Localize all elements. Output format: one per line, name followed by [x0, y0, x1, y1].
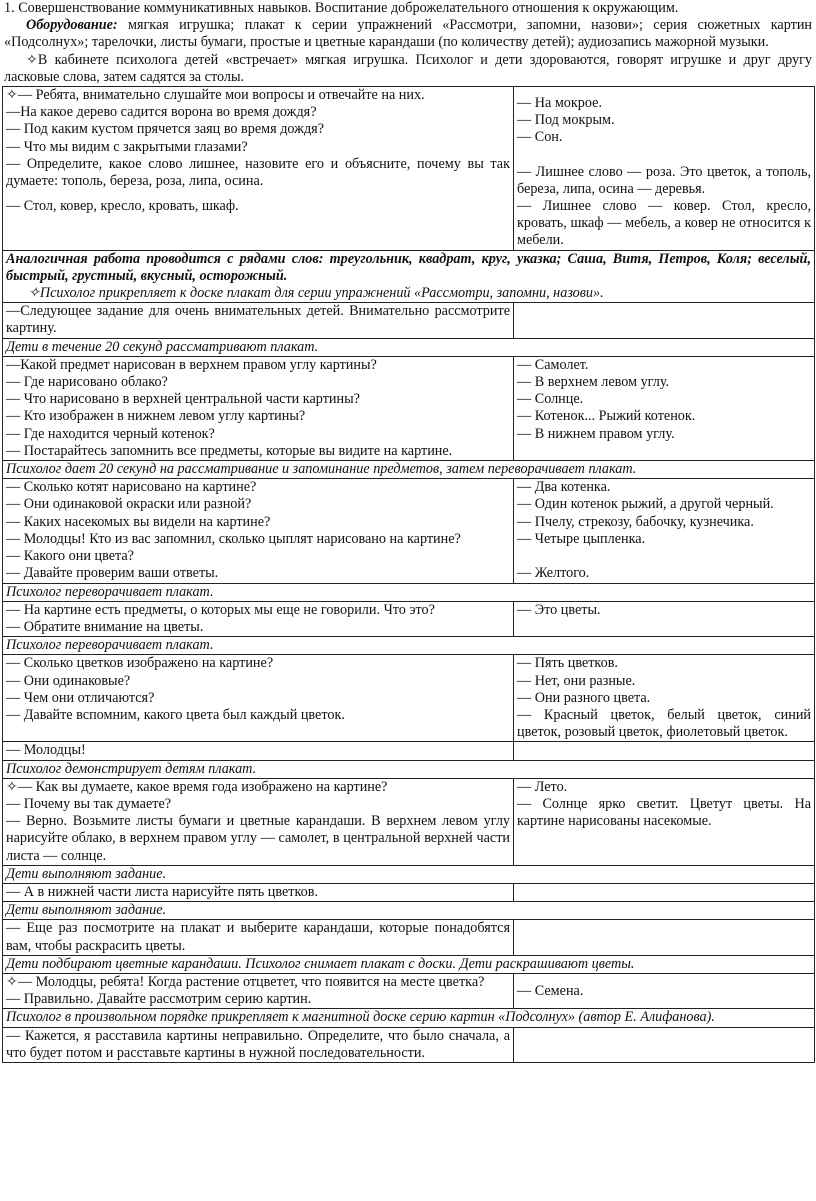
dialog-line: — Кто изображен в нижнем левом углу картины? [6, 408, 306, 425]
table-row [3, 338, 815, 356]
answer-cell [514, 883, 815, 901]
answer-cell [514, 920, 815, 955]
note-line: Аналогичная работа проводится с рядами слов: треугольник, квадрат, круг, указка; Саша, Витя, Петров, Коля; веселый, быстрый, грустный, вкусный, осторожный. [6, 250, 811, 284]
dialog-line: ✧— Молодцы, ребята! Когда растение отцветет, что появится на месте цветка? [6, 973, 485, 990]
answer-line: — В верхнем левом углу. [517, 374, 670, 391]
table-row [3, 461, 815, 479]
dialog-line: — Давайте проверим ваши ответы. [6, 565, 219, 582]
table-row [3, 955, 815, 973]
dialog-line: — Что нарисовано в верхней центральной части картины? [6, 391, 360, 408]
dialog-cell: — Кажется, я расставила картины неправильно. Определите, что было сначала, а что будет потом и расставьте картины в нужной последовательности. [3, 1027, 514, 1062]
dialog-line: — Они одинаковой окраски или разной? [6, 496, 252, 513]
dialog-line: — Давайте вспомним, какого цвета был каждый цветок. [6, 706, 345, 723]
note-cell: Психолог переворачивает плакат. [3, 583, 815, 601]
answer-line: — Нет, они разные. [517, 672, 636, 689]
answer-line: — На мокрое. [517, 95, 602, 112]
equipment-text: мягкая игрушка; плакат к серии упражнений «Рассмотри, запомни, назови»; серия сюжетных картин «Подсолнух»; тарелочки, листы бумаги, простые и цветные карандаши (по количеству детей); аудиозапись мажорной музыки. [4, 17, 812, 51]
answer-line: — Сон. [517, 129, 563, 146]
answer-cell [514, 778, 815, 865]
dialog-line: — Постарайтесь запомнить все предметы, которые вы видите на картине. [6, 442, 453, 459]
dialog-line: —Какой предмет нарисован в верхнем правом углу картины? [6, 356, 377, 373]
dialog-line: — На картине есть предметы, о которых мы еще не говорили. Что это? [6, 601, 435, 618]
dialog-cell: — Еще раз посмотрите на плакат и выберите карандаши, которые понадобятся вам, чтобы раскрасить цветы. [3, 920, 514, 955]
answer-cell [514, 1027, 815, 1062]
table-row [3, 637, 815, 655]
answer-cell [514, 303, 815, 338]
dialog-line: — Каких насекомых вы видели на картине? [6, 513, 271, 530]
note-cell: Психолог демонстрирует детям плакат. [3, 760, 815, 778]
table-row [3, 479, 815, 583]
answer-line: — Лето. [517, 778, 568, 795]
dialog-line: — Сколько цветков изображено на картине? [6, 655, 274, 672]
dialog-cell [3, 655, 514, 742]
answer-line: — Один котенок рыжий, а другой черный. [517, 496, 774, 513]
table-row [3, 902, 815, 920]
table-row [3, 760, 815, 778]
table-row [3, 742, 815, 760]
answer-line: — Красный цветок, белый цветок, синий цветок, розовый цветок, фиолетовый цветок. [517, 706, 811, 741]
dialog-line: — Что мы видим с закрытыми глазами? [6, 138, 248, 155]
dialog-line: — Под каким кустом прячется заяц во время дождя? [6, 121, 324, 138]
table-row [3, 250, 815, 303]
answer-cell [514, 479, 815, 583]
dialog-line: —На какое дерево садится ворона во время дождя? [6, 104, 317, 121]
dialog-line: — Они одинаковые? [6, 672, 131, 689]
table-row [3, 778, 815, 865]
dialog-cell [3, 479, 514, 583]
answer-line: — В нижнем правом углу. [517, 425, 675, 442]
note-cell: Дети подбирают цветные карандаши. Психолог снимает плакат с доски. Дети раскрашивают цветы. [3, 955, 815, 973]
table-row [3, 973, 815, 1008]
note-cell: Психолог дает 20 секунд на рассматривание и запоминание предметов, затем переворачивает плакат. [3, 461, 815, 479]
note-cell: Психолог переворачивает плакат. [3, 637, 815, 655]
dialog-cell: — Молодцы! [3, 742, 514, 760]
opening-paragraph: ✧В кабинете психолога детей «встречает» мягкая игрушка. Психолог и дети здороваются, говорят игрушке и друг другу ласковые слова, затем садятся за столы. [4, 51, 812, 85]
answer-line: — Котенок... Рыжий котенок. [517, 408, 696, 425]
dialog-line: — Верно. Возьмите листы бумаги и цветные карандаши. В верхнем левом углу нарисуйте облако, в верхнем правом углу — самолет, в центральной верхней части листа — солнце. [6, 813, 510, 864]
answer-line: — Желтого. [517, 565, 590, 582]
table-row [3, 883, 815, 901]
lesson-table [2, 86, 815, 1063]
answer-line: — Два котенка. [517, 479, 611, 496]
note-cell: Дети выполняют задание. [3, 865, 815, 883]
dialog-line: — Молодцы! Кто из вас запомнил, сколько цыплят нарисовано на картине? [6, 530, 461, 547]
table-row [3, 1027, 815, 1062]
dialog-line: — Сколько котят нарисовано на картине? [6, 479, 257, 496]
equipment-label: Оборудование: [26, 17, 118, 34]
answer-line: — Пять цветков. [517, 655, 618, 672]
answer-cell [514, 356, 815, 460]
table-row [3, 583, 815, 601]
dialog-cell: —Следующее задание для очень внимательных детей. Внимательно рассмотрите картину. [3, 303, 514, 338]
answer-line: — Пчелу, стрекозу, бабочку, кузнечика. [517, 513, 754, 530]
intro-title: 1. Совершенствование коммуникативных навыков. Воспитание доброжелательного отношения к окружающим. [4, 0, 679, 16]
intro-section [0, 0, 816, 86]
table-row [3, 920, 815, 955]
answer-line: — Солнце ярко светит. Цветут цветы. На картине нарисованы насекомые. [517, 795, 811, 830]
dialog-line: — Где нарисовано облако? [6, 374, 168, 391]
dialog-line: — Какого они цвета? [6, 548, 134, 565]
answer-cell [514, 87, 815, 251]
dialog-cell [3, 973, 514, 1008]
table-row [3, 601, 815, 636]
note-line: ✧Психолог прикрепляет к доске плакат для серии упражнений «Рассмотри, запомни, назови». [28, 285, 604, 302]
table-row [3, 655, 815, 742]
dialog-line: ✧— Как вы думаете, какое время года изображено на картине? [6, 778, 388, 795]
dialog-cell [3, 601, 514, 636]
answer-line: — Солнце. [517, 391, 584, 408]
dialog-line: — Чем они отличаются? [6, 689, 155, 706]
equipment-paragraph [4, 17, 812, 51]
note-cell [3, 250, 815, 303]
answer-line: — Лишнее слово — роза. Это цветок, а тополь, береза, липа, осина — деревья. [517, 163, 811, 197]
answer-line: — Лишнее слово — ковер. Стол, кресло, кровать, шкаф — мебель, а ковер не относится к мебели. [517, 198, 811, 249]
dialog-line: — Стол, ковер, кресло, кровать, шкаф. [6, 198, 239, 215]
table-row [3, 356, 815, 460]
answer-cell: — Это цветы. [514, 601, 815, 636]
dialog-line: — Где находится черный котенок? [6, 425, 215, 442]
dialog-line: — Правильно. Давайте рассмотрим серию картин. [6, 991, 312, 1008]
answer-line: — Самолет. [517, 356, 589, 373]
table-row [3, 87, 815, 251]
dialog-cell: — А в нижней части листа нарисуйте пять цветков. [3, 883, 514, 901]
dialog-cell [3, 778, 514, 865]
dialog-line: ✧— Ребята, внимательно слушайте мои вопросы и отвечайте на них. [6, 87, 425, 104]
answer-cell [514, 655, 815, 742]
note-cell: Психолог в произвольном порядке прикрепляет к магнитной доске серию картин «Подсолнух» (автор Е. Алифанова). [3, 1009, 815, 1027]
answer-cell [514, 742, 815, 760]
dialog-line: — Определите, какое слово лишнее, назовите его и объясните, почему вы так думаете: тополь, береза, роза, липа, осина. [6, 155, 510, 190]
dialog-cell [3, 356, 514, 460]
table-row [3, 303, 815, 338]
answer-cell: — Семена. [514, 973, 815, 1008]
note-cell: Дети в течение 20 секунд рассматривают плакат. [3, 338, 815, 356]
table-row [3, 865, 815, 883]
dialog-cell [3, 87, 514, 251]
answer-line: — Они разного цвета. [517, 689, 651, 706]
answer-line: — Четыре цыпленка. [517, 530, 646, 547]
dialog-line: — Обратите внимание на цветы. [6, 618, 204, 635]
dialog-line: — Почему вы так думаете? [6, 795, 172, 812]
table-row [3, 1009, 815, 1027]
note-cell: Дети выполняют задание. [3, 902, 815, 920]
answer-line: — Под мокрым. [517, 112, 615, 129]
